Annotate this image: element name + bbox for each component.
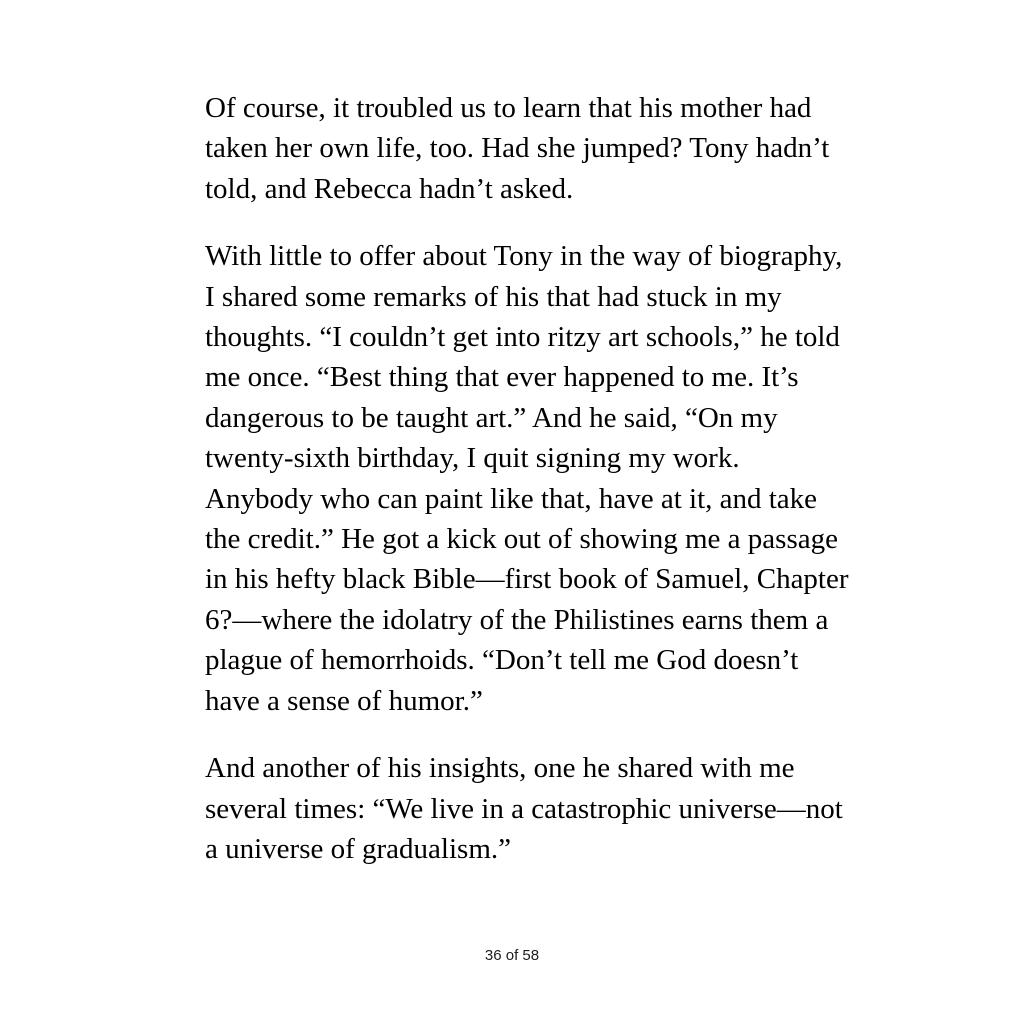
text-line: 6?—where the idolatry of the Philistines earns them a: [205, 603, 829, 636]
paragraph: [205, 88, 830, 209]
page-number-indicator: 36 of 58: [484, 947, 540, 964]
text-line: Anybody who can paint like that, have at it, and take: [205, 482, 818, 515]
text-line: Of course, it troubled us to learn that his mother had: [205, 92, 812, 124]
text-line: in his hefty black Bible—first book of Samuel, Chapter: [205, 563, 849, 596]
text-line: thoughts. “I couldn’t get into ritzy art schools,” he told: [205, 321, 840, 354]
text-line: I shared some remarks of his that had stuck in my: [205, 280, 782, 313]
text-line: a universe of gradualism.”: [205, 832, 512, 865]
text-line: several times: “We live in a catastrophic universe—not: [205, 792, 843, 825]
text-line: dangerous to be taught art.” And he said, “On my: [205, 401, 778, 434]
paragraph: [205, 236, 849, 721]
text-line: And another of his insights, one he shared with me: [205, 752, 795, 785]
text-line: me once. “Best thing that ever happened to me. It’s: [205, 361, 799, 394]
text-line: told, and Rebecca hadn’t asked.: [205, 172, 574, 205]
paragraph: [205, 748, 843, 869]
text-line: have a sense of humor.”: [205, 684, 483, 717]
text-line: twenty-sixth birthday, I quit signing my work.: [205, 442, 740, 475]
book-page-text: [205, 0, 849, 869]
text-line: the credit.” He got a kick out of showing me a passage: [205, 523, 838, 556]
text-line: plague of hemorrhoids. “Don’t tell me God doesn’t: [205, 644, 799, 677]
text-line: taken her own life, too. Had she jumped? Tony hadn’t: [205, 132, 830, 165]
text-line: With little to offer about Tony in the way of biography,: [205, 240, 843, 273]
